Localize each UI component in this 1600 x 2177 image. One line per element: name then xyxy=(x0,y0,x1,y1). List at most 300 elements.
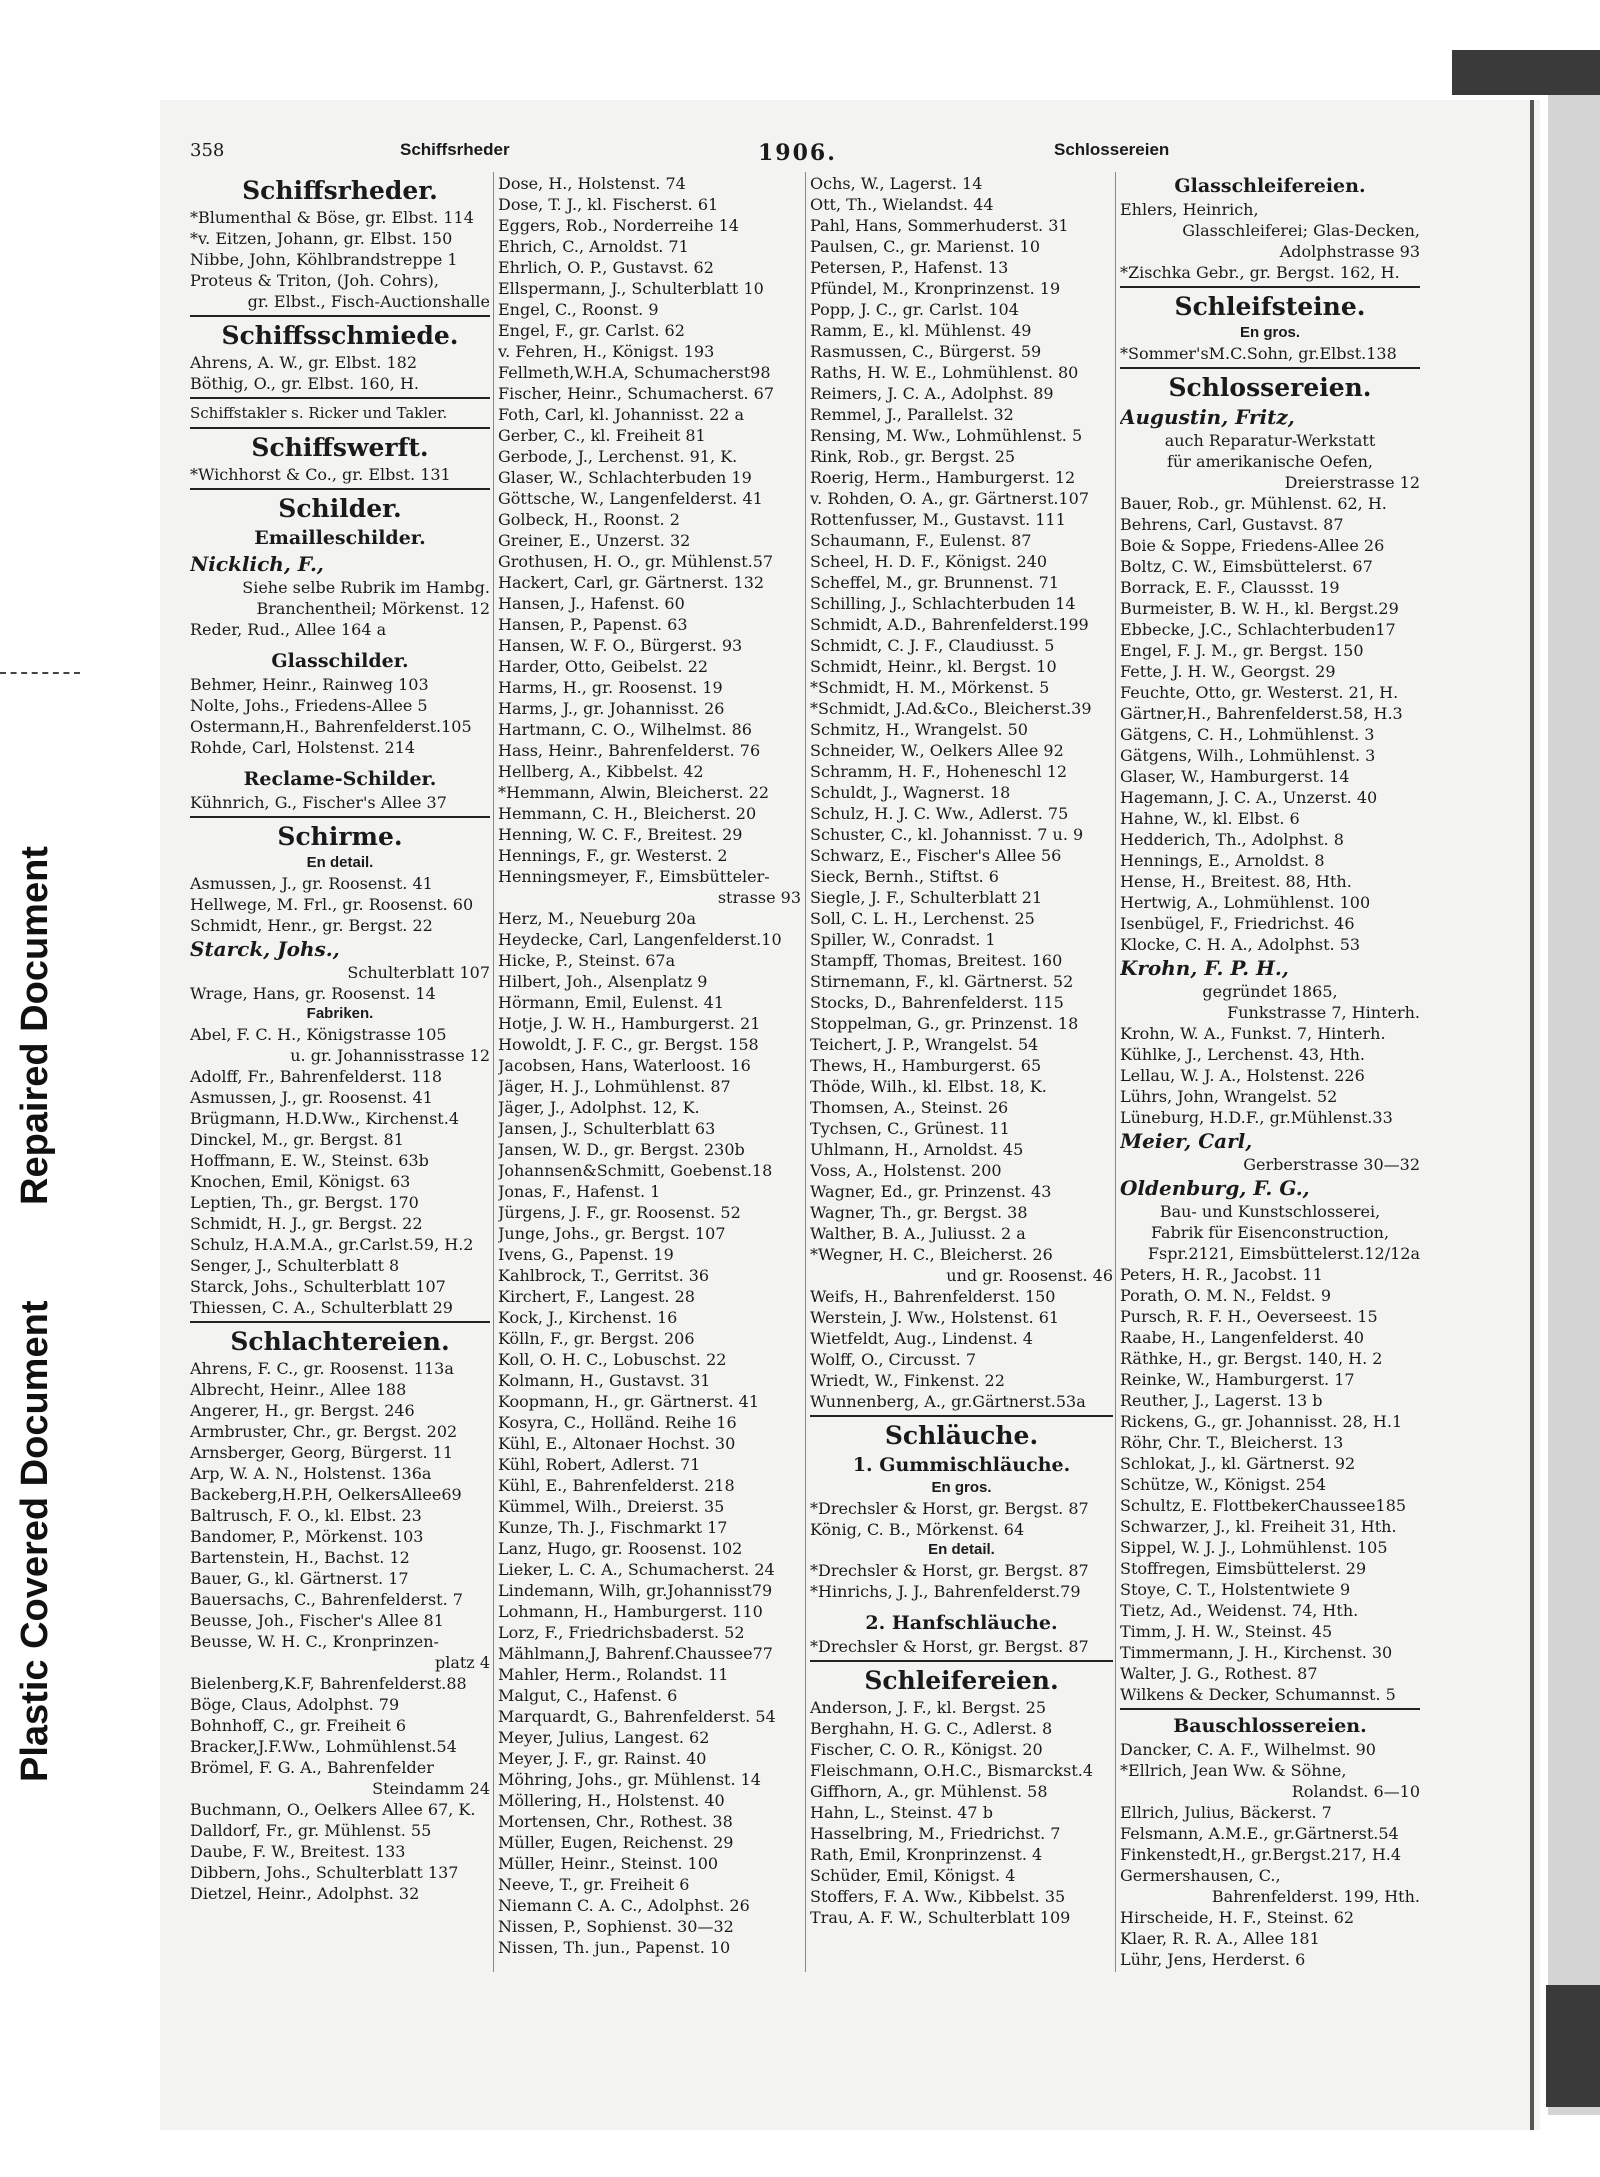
running-head-left: Schiffsrheder xyxy=(400,140,510,159)
directory-entry: Reinke, W., Hamburgerst. 17 xyxy=(1120,1370,1355,1389)
featured-listing-name: Meier, Carl, xyxy=(1120,1129,1253,1153)
directory-entry: Backeberg,H.P.H, OelkersAllee69 xyxy=(190,1485,462,1504)
subsection-heading: 2. Hanfschläuche. xyxy=(865,1612,1058,1634)
directory-entry: Engel, F. J. M., gr. Bergst. 150 xyxy=(1120,641,1364,660)
directory-entry: Rottenfusser, M., Gustavst. 111 xyxy=(810,510,1066,529)
directory-entry: Golbeck, H., Roonst. 2 xyxy=(498,510,680,529)
directory-entry: Kunze, Th. J., Fischmarkt 17 xyxy=(498,1518,728,1537)
directory-entry: Peters, H. R., Jacobst. 11 xyxy=(1120,1265,1323,1284)
directory-entry: Hansen, W. F. O., Bürgerst. 93 xyxy=(498,636,743,655)
directory-entry: Schramm, H. F., Hoheneschl 12 xyxy=(810,762,1068,781)
directory-entry: Lohmann, H., Hamburgerst. 110 xyxy=(498,1602,763,1621)
directory-entry: Lührs, John, Wrangelst. 52 xyxy=(1120,1087,1338,1106)
directory-entry: v. Fehren, H., Königst. 193 xyxy=(498,342,715,361)
directory-entry: Brügmann, H.D.Ww., Kirchenst.4 xyxy=(190,1109,459,1128)
directory-entry: Arp, W. A. N., Holstenst. 136a xyxy=(190,1464,432,1483)
directory-entry: *Wichhorst & Co., gr. Elbst. 131 xyxy=(190,465,451,484)
featured-listing-name: Augustin, Fritz, xyxy=(1120,405,1295,429)
category-tag: Fabriken. xyxy=(306,1005,374,1022)
section-heading: Schläuche. xyxy=(884,1421,1039,1450)
directory-entry: Schulz, H.A.M.A., gr.Carlst.59, H.2 xyxy=(190,1235,474,1254)
section-rule xyxy=(1120,286,1420,288)
category-tag: En gros. xyxy=(1239,324,1300,341)
directory-entry: Hoffmann, E. W., Steinst. 63b xyxy=(190,1151,429,1170)
directory-entry: Walther, B. A., Juliusst. 2 a xyxy=(810,1224,1026,1243)
cut-mark-line xyxy=(0,672,80,674)
listing-continuation: strasse 93 xyxy=(717,888,801,907)
scan-side-margin xyxy=(1548,95,1600,2115)
directory-entry: Asmussen, J., gr. Roosenst. 41 xyxy=(190,1088,433,1107)
directory-column-1 xyxy=(190,173,490,1904)
listing-continuation: Bahrenfelderst. 199, Hth. xyxy=(1211,1887,1420,1906)
directory-entry: Möllering, H., Holstenst. 40 xyxy=(498,1791,725,1810)
directory-entry: Schütze, W., Königst. 254 xyxy=(1120,1475,1327,1494)
listing-description: gegründet 1865, xyxy=(1202,982,1338,1001)
directory-entry: Remmel, J., Parallelst. 32 xyxy=(810,405,1014,424)
directory-entry: Siegle, J. F., Schulterblatt 21 xyxy=(810,888,1043,907)
directory-entry: *Schmidt, J.Ad.&Co., Bleicherst.39 xyxy=(810,699,1092,718)
directory-entry: Stirnemann, F., kl. Gärtnerst. 52 xyxy=(810,972,1074,991)
directory-entry: Hicke, P., Steinst. 67a xyxy=(498,951,676,970)
directory-entry: Schlokat, J., kl. Gärtnerst. 92 xyxy=(1120,1454,1356,1473)
directory-entry: Boie & Soppe, Friedens-Allee 26 xyxy=(1120,536,1385,555)
directory-entry: Schneider, W., Oelkers Allee 92 xyxy=(810,741,1064,760)
section-heading: Schilder. xyxy=(278,494,402,523)
directory-entry: Thöde, Wilh., kl. Elbst. 18, K. xyxy=(810,1077,1047,1096)
directory-entry: Wrage, Hans, gr. Roosenst. 14 xyxy=(190,984,436,1003)
listing-continuation: Steindamm 24 xyxy=(372,1779,490,1798)
directory-entry: Meyer, Julius, Langest. 62 xyxy=(498,1728,710,1747)
directory-entry: Proteus & Triton, (Joh. Cohrs), xyxy=(190,271,439,290)
directory-entry: Stampff, Thomas, Breitest. 160 xyxy=(810,951,1063,970)
directory-entry: Schaumann, F., Eulenst. 87 xyxy=(810,531,1032,550)
directory-entry: Hennings, E., Arnoldst. 8 xyxy=(1120,851,1325,870)
directory-entry: Reder, Rud., Allee 164 a xyxy=(190,620,387,639)
listing-continuation: Branchentheil; Mörkenst. 12 xyxy=(256,599,490,618)
directory-entry: Raths, H. W. E., Lohmühlenst. 80 xyxy=(810,363,1079,382)
section-rule xyxy=(1120,1708,1420,1710)
directory-entry: Soll, C. L. H., Lerchenst. 25 xyxy=(810,909,1035,928)
directory-entry: Hahn, L., Steinst. 47 b xyxy=(810,1803,993,1822)
listing-continuation: Dreierstrasse 12 xyxy=(1284,473,1420,492)
subsection-heading: Bauschlossereien. xyxy=(1173,1715,1367,1737)
directory-entry: Behrens, Carl, Gustavst. 87 xyxy=(1120,515,1344,534)
directory-entry: Mortensen, Chr., Rothest. 38 xyxy=(498,1812,733,1831)
directory-entry: Trau, A. F. W., Schulterblatt 109 xyxy=(810,1908,1071,1927)
directory-entry: Jäger, H. J., Lohmühlenst. 87 xyxy=(498,1077,731,1096)
directory-entry: Finkenstedt,H., gr.Bergst.217, H.4 xyxy=(1120,1845,1402,1864)
directory-entry: Gätgens, C. H., Lohmühlenst. 3 xyxy=(1120,725,1375,744)
running-head-year: 1906. xyxy=(758,140,837,166)
directory-entry: Starck, Johs., Schulterblatt 107 xyxy=(190,1277,446,1296)
directory-entry: Pahl, Hans, Sommerhuderst. 31 xyxy=(810,216,1069,235)
directory-entry: Rink, Rob., gr. Bergst. 25 xyxy=(810,447,1016,466)
directory-entry: Klocke, C. H. A., Adolphst. 53 xyxy=(1120,935,1361,954)
directory-entry: Isenbügel, F., Friedrichst. 46 xyxy=(1120,914,1355,933)
directory-entry: Schuldt, J., Wagnerst. 18 xyxy=(810,783,1011,802)
directory-entry: *v. Eitzen, Johann, gr. Elbst. 150 xyxy=(190,229,453,248)
spacer xyxy=(190,758,490,766)
directory-entry: Thomsen, A., Steinst. 26 xyxy=(810,1098,1009,1117)
directory-entry: Glaser, W., Schlachterbuden 19 xyxy=(498,468,752,487)
directory-entry: Foth, Carl, kl. Johannisst. 22 a xyxy=(498,405,745,424)
directory-entry: Weifs, H., Bahrenfelderst. 150 xyxy=(810,1287,1056,1306)
featured-listing-name: Nicklich, F., xyxy=(190,552,324,576)
listing-description: für amerikanische Oefen, xyxy=(1167,452,1373,471)
directory-entry: Schmitz, H., Wrangelst. 50 xyxy=(810,720,1028,739)
directory-entry: Kahlbrock, T., Gerritst. 36 xyxy=(498,1266,710,1285)
featured-listing-name: Oldenburg, F. G., xyxy=(1120,1176,1310,1200)
directory-column-4 xyxy=(1120,173,1420,1970)
directory-entry: Meyer, J. F., gr. Rainst. 40 xyxy=(498,1749,707,1768)
directory-entry: Ahrens, A. W., gr. Elbst. 182 xyxy=(190,353,417,372)
directory-entry: Paulsen, C., gr. Marienst. 10 xyxy=(810,237,1041,256)
directory-entry: Fischer, C. O. R., Königst. 20 xyxy=(810,1740,1043,1759)
directory-entry: Harms, H., gr. Roosenst. 19 xyxy=(498,678,723,697)
directory-entry: Hilbert, Joh., Alsenplatz 9 xyxy=(498,972,708,991)
directory-entry: Engel, F., gr. Carlst. 62 xyxy=(498,321,685,340)
directory-entry: Böge, Claus, Adolphst. 79 xyxy=(190,1695,400,1714)
directory-entry: Stoppelman, G., gr. Prinzenst. 18 xyxy=(810,1014,1079,1033)
section-rule xyxy=(190,315,490,317)
section-rule xyxy=(190,397,490,399)
directory-entry: Dietzel, Heinr., Adolphst. 32 xyxy=(190,1884,420,1903)
directory-entry: Ebbecke, J.C., Schlachterbuden17 xyxy=(1120,620,1396,639)
directory-entry: Lellau, W. J. A., Holstenst. 226 xyxy=(1120,1066,1365,1085)
directory-entry: Eggers, Rob., Norderreihe 14 xyxy=(498,216,739,235)
listing-continuation: gr. Elbst., Fisch-Auctionshalle xyxy=(247,292,490,311)
directory-entry: Wagner, Th., gr. Bergst. 38 xyxy=(810,1203,1028,1222)
directory-entry: Böthig, O., gr. Elbst. 160, H. xyxy=(190,374,419,393)
spacer xyxy=(190,640,490,648)
directory-entry: Fleischmann, O.H.C., Bismarckst.4 xyxy=(810,1761,1094,1780)
section-rule xyxy=(190,488,490,490)
directory-entry: *Hemmann, Alwin, Bleicherst. 22 xyxy=(498,783,770,802)
directory-entry: Germershausen, C., xyxy=(1120,1866,1281,1885)
directory-entry: Dalldorf, Fr., gr. Mühlenst. 55 xyxy=(190,1821,432,1840)
directory-entry: Henningsmeyer, F., Eimsbütteler- xyxy=(498,867,770,886)
scan-bottom-tab xyxy=(1546,1985,1600,2107)
directory-entry: König, C. B., Mörkenst. 64 xyxy=(810,1520,1025,1539)
directory-entry: Dinckel, M., gr. Bergst. 81 xyxy=(190,1130,404,1149)
category-tag: En detail. xyxy=(306,854,374,871)
listing-continuation: und gr. Roosenst. 46 xyxy=(946,1266,1113,1285)
directory-entry: Bauersachs, C., Bahrenfelderst. 7 xyxy=(190,1590,463,1609)
section-rule xyxy=(1120,367,1420,369)
directory-entry: Ramm, E., kl. Mühlenst. 49 xyxy=(810,321,1032,340)
directory-entry: Wriedt, W., Finkenst. 22 xyxy=(810,1371,1005,1390)
directory-entry: Reuther, J., Lagerst. 13 b xyxy=(1120,1391,1323,1410)
directory-entry: Neeve, T., gr. Freiheit 6 xyxy=(498,1875,690,1894)
scan-corner-shadow xyxy=(1452,50,1600,95)
directory-entry: Harder, Otto, Geibelst. 22 xyxy=(498,657,709,676)
directory-entry: Gätgens, Wilh., Lohmühlenst. 3 xyxy=(1120,746,1376,765)
directory-entry: Kühlke, J., Lerchenst. 43, Hth. xyxy=(1120,1045,1365,1064)
directory-entry: Lanz, Hugo, gr. Roosenst. 102 xyxy=(498,1539,743,1558)
directory-entry: Raabe, H., Langenfelderst. 40 xyxy=(1120,1328,1365,1347)
directory-entry: Niemann C. A. C., Adolphst. 26 xyxy=(498,1896,750,1915)
listing-description: Fabrik für Eisenconstruction, xyxy=(1150,1223,1390,1242)
directory-entry: Hahne, W., kl. Elbst. 6 xyxy=(1120,809,1300,828)
directory-entry: Kühl, E., Altonaer Hochst. 30 xyxy=(498,1434,736,1453)
directory-entry: Bauer, Rob., gr. Mühlenst. 62, H. xyxy=(1120,494,1387,513)
directory-entry: Brömel, F. G. A., Bahrenfelder xyxy=(190,1758,434,1777)
subsection-heading: Emailleschilder. xyxy=(254,527,426,549)
directory-entry: Timm, J. H. W., Steinst. 45 xyxy=(1120,1622,1333,1641)
directory-entry: *Drechsler & Horst, gr. Bergst. 87 xyxy=(810,1499,1089,1518)
directory-entry: Nissen, Th. jun., Papenst. 10 xyxy=(498,1938,731,1957)
directory-entry: Voss, A., Holstenst. 200 xyxy=(810,1161,1002,1180)
directory-column-3 xyxy=(810,173,1113,1928)
section-heading: Schiffsrheder. xyxy=(242,176,438,205)
directory-entry: Ivens, G., Papenst. 19 xyxy=(498,1245,674,1264)
section-rule xyxy=(810,1415,1113,1417)
directory-entry: Lüneburg, H.D.F., gr.Mühlenst.33 xyxy=(1120,1108,1393,1127)
directory-entry: Feuchte, Otto, gr. Westerst. 21, H. xyxy=(1120,683,1399,702)
directory-entry: Roerig, Herm., Hamburgerst. 12 xyxy=(810,468,1076,487)
cross-reference: Schiffstakler s. Ricker und Takler. xyxy=(190,404,448,422)
directory-entry: Werstein, J. Ww., Holstenst. 61 xyxy=(810,1308,1060,1327)
listing-continuation: Glasschleiferei; Glas-Decken, xyxy=(1182,221,1420,240)
directory-entry: Greiner, E., Unzerst. 32 xyxy=(498,531,691,550)
directory-entry: Hedderich, Th., Adolphst. 8 xyxy=(1120,830,1344,849)
section-heading: Schleifsteine. xyxy=(1174,292,1366,321)
listing-description: Bau- und Kunstschlosserei, xyxy=(1159,1202,1381,1221)
directory-entry: Glaser, W., Hamburgerst. 14 xyxy=(1120,767,1350,786)
directory-entry: Popp, J. C., gr. Carlst. 104 xyxy=(810,300,1019,319)
subsection-heading: Glasschleifereien. xyxy=(1174,175,1366,197)
directory-entry: Hirscheide, H. F., Steinst. 62 xyxy=(1120,1908,1355,1927)
directory-entry: Fellmeth,W.H.A, Schumacherst98 xyxy=(498,363,771,382)
directory-entry: Rath, Emil, Kronprinzenst. 4 xyxy=(810,1845,1043,1864)
directory-entry: Jansen, J., Schulterblatt 63 xyxy=(498,1119,716,1138)
directory-entry: Sippel, W. J. J., Lohmühlenst. 105 xyxy=(1120,1538,1388,1557)
directory-entry: Hass, Heinr., Bahrenfelderst. 76 xyxy=(498,741,761,760)
directory-entry: Nissen, P., Sophienst. 30—32 xyxy=(498,1917,734,1936)
running-head-right: Schlossereien xyxy=(1054,140,1170,159)
directory-entry: Hansen, J., Hafenst. 60 xyxy=(498,594,685,613)
section-heading: Schiffswerft. xyxy=(251,433,429,462)
directory-entry: Engel, C., Roonst. 9 xyxy=(498,300,659,319)
directory-entry: Felsmann, A.M.E., gr.Gärtnerst.54 xyxy=(1120,1824,1399,1843)
directory-entry: Uhlmann, H., Arnoldst. 45 xyxy=(810,1140,1024,1159)
directory-entry: Kühl, E., Bahrenfelderst. 218 xyxy=(498,1476,735,1495)
directory-entry: Bartenstein, H., Bachst. 12 xyxy=(190,1548,410,1567)
directory-entry: Henning, W. C. F., Breitest. 29 xyxy=(498,825,743,844)
column-divider xyxy=(805,172,806,1972)
directory-entry: Mahler, Herm., Rolandst. 11 xyxy=(498,1665,729,1684)
directory-entry: Jürgens, J. F., gr. Roosenst. 52 xyxy=(498,1203,741,1222)
directory-entry: Beusse, W. H. C., Kronprinzen- xyxy=(190,1632,439,1651)
directory-entry: Hemmann, C. H., Bleicherst. 20 xyxy=(498,804,757,823)
directory-entry: Malgut, C., Hafenst. 6 xyxy=(498,1686,678,1705)
directory-entry: Ehrlich, O. P., Gustavst. 62 xyxy=(498,258,714,277)
directory-entry: Heydecke, Carl, Langenfelderst.10 xyxy=(498,930,782,949)
directory-entry: Hellberg, A., Kibbelst. 42 xyxy=(498,762,704,781)
directory-entry: *Wegner, H. C., Bleicherst. 26 xyxy=(810,1245,1053,1264)
listing-continuation: u. gr. Johannisstrasse 12 xyxy=(290,1046,490,1065)
directory-entry: *Drechsler & Horst, gr. Bergst. 87 xyxy=(810,1637,1089,1656)
directory-entry: Lühr, Jens, Herderst. 6 xyxy=(1120,1950,1306,1969)
directory-entry: Daube, F. W., Breitest. 133 xyxy=(190,1842,406,1861)
directory-entry: Kümmel, Wilh., Dreierst. 35 xyxy=(498,1497,725,1516)
directory-entry: Junge, Johs., gr. Bergst. 107 xyxy=(498,1224,726,1243)
directory-entry: *Zischka Gebr., gr. Bergst. 162, H. xyxy=(1120,263,1400,282)
directory-entry: Rensing, M. Ww., Lohmühlenst. 5 xyxy=(810,426,1083,445)
directory-entry: Hennings, F., gr. Westerst. 2 xyxy=(498,846,728,865)
directory-entry: Kosyra, C., Holländ. Reihe 16 xyxy=(498,1413,737,1432)
directory-entry: *Hinrichs, J. J., Bahrenfelderst.79 xyxy=(810,1582,1081,1601)
directory-entry: Hotje, J. W. H., Hamburgerst. 21 xyxy=(498,1014,761,1033)
directory-entry: Johannsen&Schmitt, Goebenst.18 xyxy=(498,1161,773,1180)
directory-entry: Stocks, D., Bahrenfelderst. 115 xyxy=(810,993,1064,1012)
directory-entry: Wietfeldt, Aug., Lindenst. 4 xyxy=(810,1329,1033,1348)
directory-entry: Herz, M., Neueburg 20a xyxy=(498,909,696,928)
directory-entry: Wunnenberg, A., gr.Gärtnerst.53a xyxy=(810,1392,1086,1411)
directory-entry: Walter, J. G., Rothest. 87 xyxy=(1120,1664,1318,1683)
directory-entry: Hellwege, M. Frl., gr. Roosenst. 60 xyxy=(190,895,474,914)
listing-continuation: Funkstrasse 7, Hinterh. xyxy=(1227,1003,1420,1022)
directory-entry: Schmidt, H. J., gr. Bergst. 22 xyxy=(190,1214,423,1233)
section-rule xyxy=(190,427,490,429)
directory-entry: Kühnrich, G., Fischer's Allee 37 xyxy=(190,793,447,812)
directory-entry: Pursch, R. F. H., Oeverseest. 15 xyxy=(1120,1307,1378,1326)
listing-continuation: Fspr.2121, Eimsbüttelerst.12/12a xyxy=(1147,1244,1420,1263)
directory-entry: Möhring, Johs., gr. Mühlenst. 14 xyxy=(498,1770,761,1789)
directory-entry: Tietz, Ad., Weidenst. 74, Hth. xyxy=(1120,1601,1359,1620)
directory-entry: Göttsche, W., Langenfelderst. 41 xyxy=(498,489,763,508)
directory-entry: v. Rohden, O. A., gr. Gärtnerst.107 xyxy=(810,489,1090,508)
directory-entry: Howoldt, J. F. C., gr. Bergst. 158 xyxy=(498,1035,759,1054)
directory-entry: Spiller, W., Conradst. 1 xyxy=(810,930,996,949)
category-tag: En gros. xyxy=(931,1479,992,1496)
directory-entry: Burmeister, B. W. H., kl. Bergst.29 xyxy=(1120,599,1399,618)
directory-entry: *Sommer'sM.C.Sohn, gr.Elbst.138 xyxy=(1120,344,1397,363)
directory-entry: Wilkens & Decker, Schumannst. 5 xyxy=(1120,1685,1396,1704)
column-divider xyxy=(493,172,494,1972)
directory-entry: Buchmann, O., Oelkers Allee 67, K. xyxy=(190,1800,476,1819)
directory-entry: Hertwig, A., Lohmühlenst. 100 xyxy=(1120,893,1371,912)
directory-entry: Hagemann, J. C. A., Unzerst. 40 xyxy=(1120,788,1378,807)
directory-entry: *Blumenthal & Böse, gr. Elbst. 114 xyxy=(190,208,474,227)
directory-entry: Kolmann, H., Gustavst. 31 xyxy=(498,1371,711,1390)
directory-entry: *Schmidt, H. M., Mörkenst. 5 xyxy=(810,678,1050,697)
directory-entry: Ostermann,H., Bahrenfelderst.105 xyxy=(190,717,472,736)
plastic-covered-label: Plastic Covered Document xyxy=(14,1300,56,1782)
section-rule xyxy=(190,816,490,818)
directory-entry: Klaer, R. R. A., Allee 181 xyxy=(1120,1929,1320,1948)
directory-entry: Ahrens, F. C., gr. Roosenst. 113a xyxy=(190,1359,454,1378)
directory-entry: Gerber, C., kl. Freiheit 81 xyxy=(498,426,706,445)
category-tag: En detail. xyxy=(928,1541,995,1558)
directory-entry: Räthke, H., gr. Bergst. 140, H. 2 xyxy=(1120,1349,1383,1368)
directory-entry: Knochen, Emil, Königst. 63 xyxy=(190,1172,411,1191)
directory-entry: Schüder, Emil, Königst. 4 xyxy=(810,1866,1016,1885)
directory-entry: Asmussen, J., gr. Roosenst. 41 xyxy=(190,874,433,893)
directory-entry: Armbruster, Chr., gr. Bergst. 202 xyxy=(190,1422,458,1441)
repaired-document-label: Repaired Document xyxy=(14,846,56,1205)
listing-continuation: Adolphstrasse 93 xyxy=(1279,242,1420,261)
page-number: 358 xyxy=(190,140,225,161)
directory-entry: Beusse, Joh., Fischer's Allee 81 xyxy=(190,1611,444,1630)
directory-entry: Kölln, F., gr. Bergst. 206 xyxy=(498,1329,695,1348)
directory-entry: Bandomer, P., Mörkenst. 103 xyxy=(190,1527,424,1546)
listing-continuation: Gerberstrasse 30—32 xyxy=(1243,1155,1420,1174)
directory-entry: Borrack, E. F., Claussst. 19 xyxy=(1120,578,1340,597)
directory-entry: Ott, Th., Wielandst. 44 xyxy=(810,195,994,214)
directory-entry: Schwarz, E., Fischer's Allee 56 xyxy=(810,846,1062,865)
directory-entry: Angerer, H., gr. Bergst. 246 xyxy=(190,1401,415,1420)
directory-entry: Boltz, C. W., Eimsbüttelerst. 67 xyxy=(1120,557,1373,576)
directory-entry: Hasselbring, M., Friedrichst. 7 xyxy=(810,1824,1061,1843)
directory-entry: Schultz, E. FlottbekerChaussee185 xyxy=(1120,1496,1407,1515)
directory-entry: Senger, J., Schulterblatt 8 xyxy=(190,1256,400,1275)
directory-entry: Rohde, Carl, Holstenst. 214 xyxy=(190,738,416,757)
directory-entry: Schulz, H. J. C. Ww., Adlerst. 75 xyxy=(810,804,1069,823)
section-heading: Schirme. xyxy=(277,822,403,851)
directory-entry: Ehrich, C., Arnoldst. 71 xyxy=(498,237,689,256)
directory-entry: Nolte, Johs., Friedens-Allee 5 xyxy=(190,696,428,715)
directory-entry: Hackert, Carl, gr. Gärtnerst. 132 xyxy=(498,573,765,592)
directory-entry: Behmer, Heinr., Rainweg 103 xyxy=(190,675,429,694)
directory-entry: Berghahn, H. G. C., Adlerst. 8 xyxy=(810,1719,1053,1738)
directory-entry: Kühl, Robert, Adlerst. 71 xyxy=(498,1455,701,1474)
directory-entry: Müller, Eugen, Reichenst. 29 xyxy=(498,1833,734,1852)
directory-entry: Hansen, P., Papenst. 63 xyxy=(498,615,688,634)
directory-entry: Teichert, J. P., Wrangelst. 54 xyxy=(810,1035,1039,1054)
directory-entry: Abel, F. C. H., Königstrasse 105 xyxy=(190,1025,447,1044)
directory-entry: Hörmann, Emil, Eulenst. 41 xyxy=(498,993,725,1012)
directory-entry: Krohn, W. A., Funkst. 7, Hinterh. xyxy=(1120,1024,1386,1043)
directory-entry: Schmidt, Henr., gr. Bergst. 22 xyxy=(190,916,433,935)
directory-entry: Koopmann, H., gr. Gärtnerst. 41 xyxy=(498,1392,760,1411)
listing-continuation: platz 4 xyxy=(434,1653,490,1672)
directory-entry: Sieck, Bernh., Stiftst. 6 xyxy=(810,867,999,886)
directory-entry: Scheffel, M., gr. Brunnenst. 71 xyxy=(810,573,1060,592)
directory-entry: Schmidt, C. J. F., Claudiusst. 5 xyxy=(810,636,1055,655)
directory-entry: Nibbe, John, Köhlbrandstreppe 1 xyxy=(190,250,458,269)
directory-entry: Hartmann, C. O., Wilhelmst. 86 xyxy=(498,720,752,739)
directory-entry: Dibbern, Johs., Schulterblatt 137 xyxy=(190,1863,459,1882)
directory-entry: Röhr, Chr. T., Bleicherst. 13 xyxy=(1120,1433,1344,1452)
directory-entry: Wolff, O., Circusst. 7 xyxy=(810,1350,976,1369)
directory-entry: Anderson, J. F., kl. Bergst. 25 xyxy=(810,1698,1047,1717)
section-heading: Schiffsschmiede. xyxy=(221,321,459,350)
directory-entry: Wagner, Ed., gr. Prinzenst. 43 xyxy=(810,1182,1052,1201)
directory-entry: Jonas, F., Hafenst. 1 xyxy=(498,1182,661,1201)
directory-entry: Lorz, F., Friedrichsbaderst. 52 xyxy=(498,1623,745,1642)
directory-entry: Bielenberg,K.F, Bahrenfelderst.88 xyxy=(190,1674,467,1693)
directory-entry: Dose, T. J., kl. Fischerst. 61 xyxy=(498,195,719,214)
section-heading: Schlossereien. xyxy=(1168,373,1372,402)
directory-entry: Marquardt, G., Bahrenfelderst. 54 xyxy=(498,1707,776,1726)
directory-entry: Schwarzer, J., kl. Freiheit 31, Hth. xyxy=(1120,1517,1397,1536)
directory-entry: Rasmussen, C., Bürgerst. 59 xyxy=(810,342,1042,361)
directory-entry: Schmidt, A.D., Bahrenfelderst.199 xyxy=(810,615,1089,634)
directory-entry: Bauer, G., kl. Gärtnerst. 17 xyxy=(190,1569,409,1588)
directory-entry: *Ellrich, Jean Ww. & Söhne, xyxy=(1120,1761,1347,1780)
directory-entry: Pfündel, M., Kronprinzenst. 19 xyxy=(810,279,1061,298)
directory-entry: Schuster, C., kl. Johannisst. 7 u. 9 xyxy=(810,825,1084,844)
directory-entry: Dose, H., Holstenst. 74 xyxy=(498,174,686,193)
directory-entry: Müller, Heinr., Steinst. 100 xyxy=(498,1854,719,1873)
directory-entry: Bracker,J.F.Ww., Lohmühlenst.54 xyxy=(190,1737,457,1756)
directory-column-2 xyxy=(498,173,801,1958)
directory-entry: Ellrich, Julius, Bäckerst. 7 xyxy=(1120,1803,1332,1822)
listing-continuation: Siehe selbe Rubrik im Hambg. xyxy=(242,578,490,597)
subsection-heading: 1. Gummischläuche. xyxy=(852,1454,1071,1476)
section-rule xyxy=(190,1321,490,1323)
